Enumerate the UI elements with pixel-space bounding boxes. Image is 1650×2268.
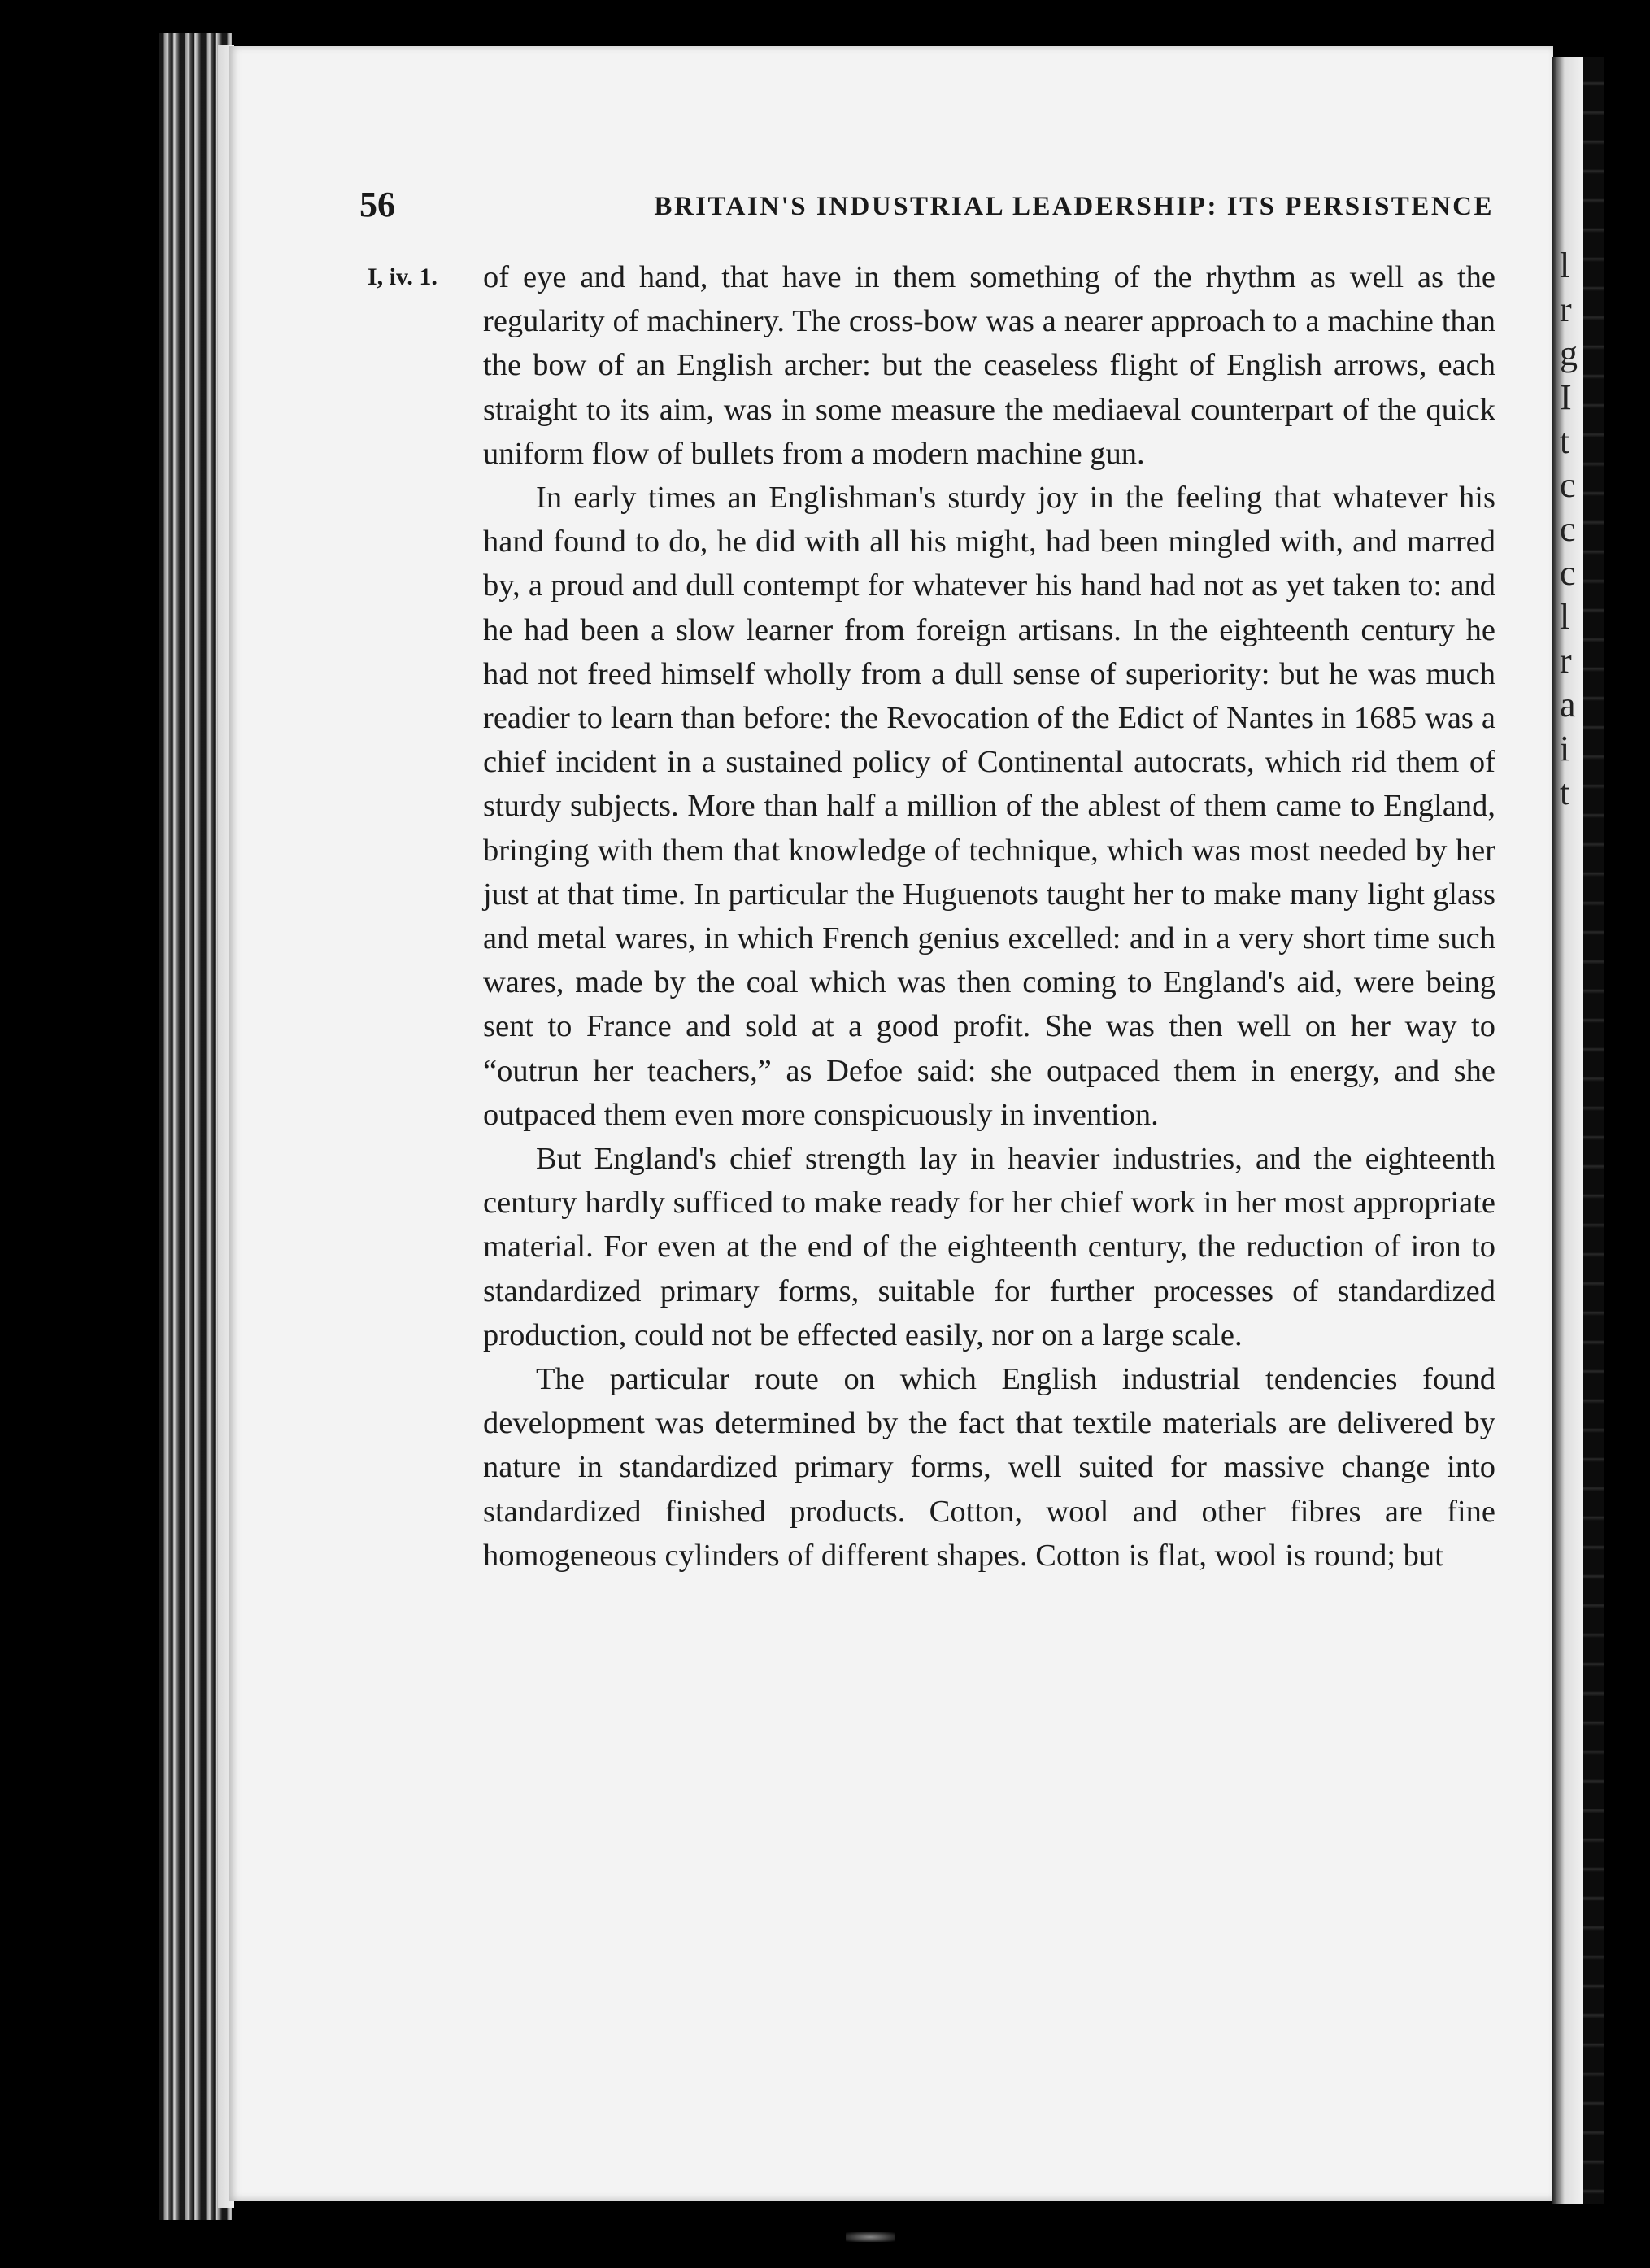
next-page-letter: c [1560, 465, 1576, 505]
running-head: BRITAIN'S INDUSTRIAL LEADERSHIP: ITS PERSISTENCE [654, 192, 1494, 221]
paragraph: But England's chief strength lay in heavier industries, and the eighteenth century hardly sufficed to make ready for her chief work in her most appropriate material. For even at the end of the eighteenth century, the reduction of iron to standardized primary forms, suitable for further processes of standardized production, could not be effected easily, nor on a large scale. [483, 1142, 1495, 1352]
next-page-letter: I [1560, 377, 1572, 417]
next-page-letter: r [1560, 289, 1572, 329]
next-page-letter: t [1560, 773, 1570, 812]
body-text [483, 255, 1495, 1578]
paragraph: The particular route on which English industrial tendencies found development was determined by the fact that textile materials are delivered by nature in standardized primary forms, well suited for massive change into standardized finished products. Cotton, wool and other fibres are fine homogeneous cylinders of different shapes. Cotton is flat, wool is round; but [483, 1362, 1495, 1573]
page-header [359, 184, 1494, 233]
next-page-letter: r [1560, 641, 1572, 681]
next-page-letter: g [1560, 333, 1578, 373]
next-page-letter: c [1560, 509, 1576, 549]
section-marker: I, iv. 1. [368, 263, 438, 290]
next-page-letter: a [1560, 685, 1576, 725]
next-page-letter: t [1560, 421, 1570, 461]
next-page-letter: l [1560, 246, 1570, 285]
next-page-clipped-text [1560, 244, 1592, 815]
scan-artifact [846, 2232, 895, 2242]
next-page-letter: l [1560, 597, 1570, 637]
next-page-letter: i [1560, 729, 1570, 768]
next-page-letter: c [1560, 553, 1576, 593]
book-page [229, 46, 1553, 2201]
paragraph: In early times an Englishman's sturdy joy in the feeling that whatever his hand found to do, he did with all his might, had been mingled with, and marred by, a proud and dull contempt for whatever his hand had not as yet taken to: and he had been a slow learner from foreign artisans. In the eighteenth century he had not freed himself wholly from a dull sense of superiority: but he was much readier to learn than before: the Revocation of the Edict of Nantes in 1685 was a chief incident in a sustained policy of Continental autocrats, which rid them of sturdy subjects. More than half a million of the ablest of them came to England, bringing with them that knowledge of technique, which was most needed by her just at that time. In particular the Huguenots taught her to make many light glass and metal wares, in which French genius excelled: and in a very short time such wares, made by the coal which was then coming to England's aid, were being sent to France and sold at a good profit. She was then well on her way to “outrun her teachers,” as Defoe said: she outpaced them in energy, and she outpaced them even more conspicuously in invention. [483, 481, 1495, 1132]
paragraph-continued: of eye and hand, that have in them something of the rhythm as well as the regularity of machinery. The cross-bow was a nearer approach to a machine than the bow of an English archer: but the ceaseless flight of English arrows, each straight to its aim, was in some measure the mediaeval counterpart of the quick uniform flow of bullets from a modern machine gun. [483, 260, 1495, 471]
page-number: 56 [359, 185, 395, 224]
